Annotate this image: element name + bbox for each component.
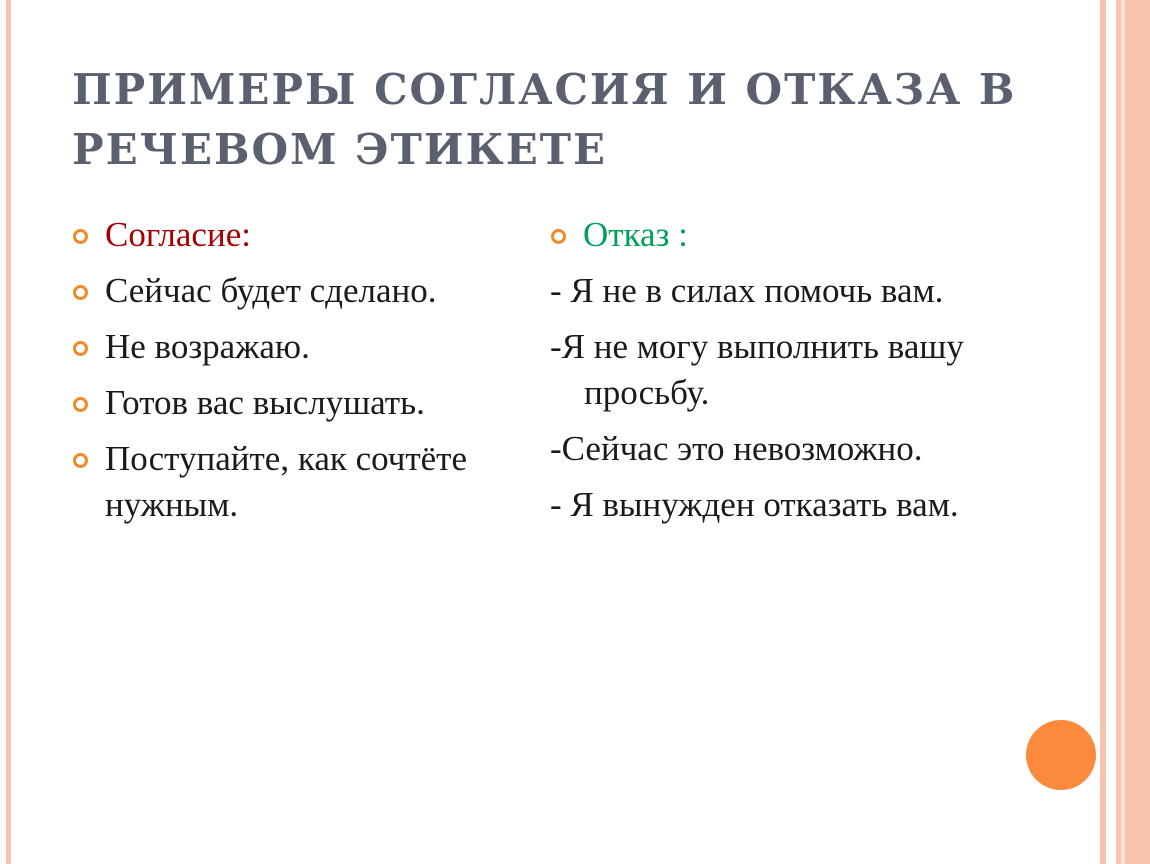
refusal-heading: Отказ : [583, 215, 688, 254]
agreement-item: Сейчас будет сделано. [105, 271, 437, 310]
agreement-column [72, 212, 532, 538]
list-item [550, 212, 1050, 258]
agreement-item: Поступайте, как сочтёте нужным. [105, 439, 467, 524]
refusal-item: - Я вынужден отказать вам. [550, 485, 959, 524]
list-item [72, 324, 532, 370]
agreement-item: Не возражаю. [105, 327, 310, 366]
refusal-item: -Сейчас это невозможно. [550, 429, 923, 468]
list-item [72, 212, 532, 258]
decorative-circle [1026, 720, 1096, 790]
refusal-item: - Я не в силах помочь вам. [550, 271, 944, 310]
slide-title: ПРИМЕРЫ СОГЛАСИЯ И ОТКАЗА В РЕЧЕВОМ ЭТИКЕТЕ [72, 65, 1017, 174]
refusal-column [550, 212, 1050, 538]
agreement-heading: Согласие: [105, 215, 251, 254]
circle-bullet-icon [73, 341, 88, 356]
right-stripe-wide [1125, 0, 1150, 864]
circle-bullet-icon [73, 285, 88, 300]
circle-bullet-icon [73, 397, 88, 412]
refusal-item: -Я не могу выполнить вашу просьбу. [550, 327, 964, 412]
list-item [72, 436, 532, 528]
agreement-item: Готов вас выслушать. [105, 383, 425, 422]
left-border [6, 0, 11, 864]
list-item [72, 268, 532, 314]
list-item [72, 380, 532, 426]
right-stripe-gap [1106, 0, 1116, 864]
circle-bullet-icon [73, 453, 88, 468]
circle-bullet-icon [73, 229, 88, 244]
circle-bullet-icon [551, 229, 566, 244]
